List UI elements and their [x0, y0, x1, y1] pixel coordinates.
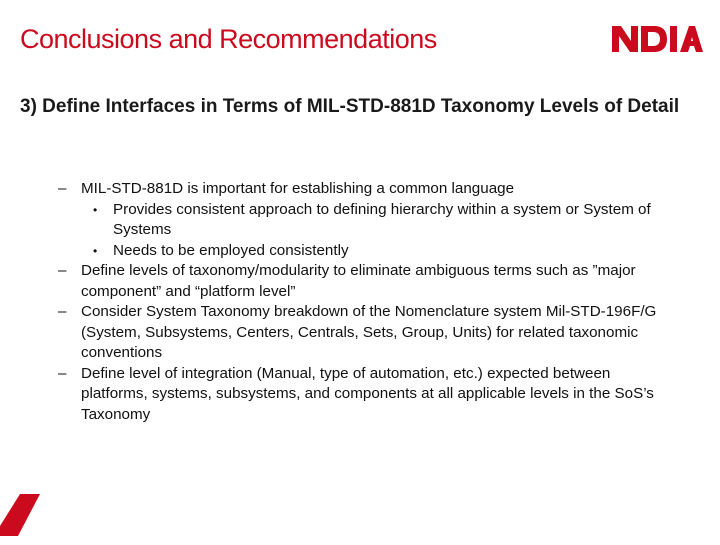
dot-marker: •: [93, 202, 98, 217]
sub-bullet-item: [0, 241, 673, 262]
dash-marker: –: [58, 180, 67, 197]
dash-marker: –: [58, 262, 67, 279]
bullet-list: [0, 179, 720, 425]
dash-marker: –: [58, 364, 67, 382]
bullet-text: MIL-STD-881D is important for establishing a common language: [81, 180, 515, 197]
sub-bullet-item: [0, 200, 673, 241]
bullet-text: Define level of integration (Manual, type of automation, etc.) expected between platforms, systems, subsystems, and components at all applicable levels in the SoS’s Taxonomy: [81, 364, 654, 423]
red-slash-graphic: [0, 490, 56, 540]
corner-decoration: [0, 490, 56, 540]
section-heading: 3) Define Interfaces in Terms of MIL-STD-881D Taxonomy Levels of Detail: [20, 96, 680, 117]
bullet-item: [0, 261, 681, 302]
dash-marker: –: [58, 303, 67, 320]
bullet-item: [0, 179, 681, 200]
bullet-text: Define levels of taxonomy/modularity to eliminate ambiguous terms such as ”major component” and “platform level”: [81, 262, 636, 300]
dot-marker: •: [93, 243, 98, 258]
slide-title: Conclusions and Recommendations: [20, 24, 437, 54]
sub-bullet-text: Needs to be employed consistently: [113, 241, 349, 259]
bullet-item: [0, 302, 681, 364]
ndia-logo-graphic: [610, 22, 704, 56]
bullet-item: [0, 364, 681, 426]
sub-bullet-text: Provides consistent approach to defining hierarchy within a system or System of Systems: [113, 200, 651, 238]
ndia-logo: [610, 22, 704, 56]
bullet-text: Consider System Taxonomy breakdown of the Nomenclature system Mil-STD-196F/G (System, Subsystems, Centers, Centrals, Sets, Group, Units) for related taxonomic conventions: [81, 303, 657, 361]
